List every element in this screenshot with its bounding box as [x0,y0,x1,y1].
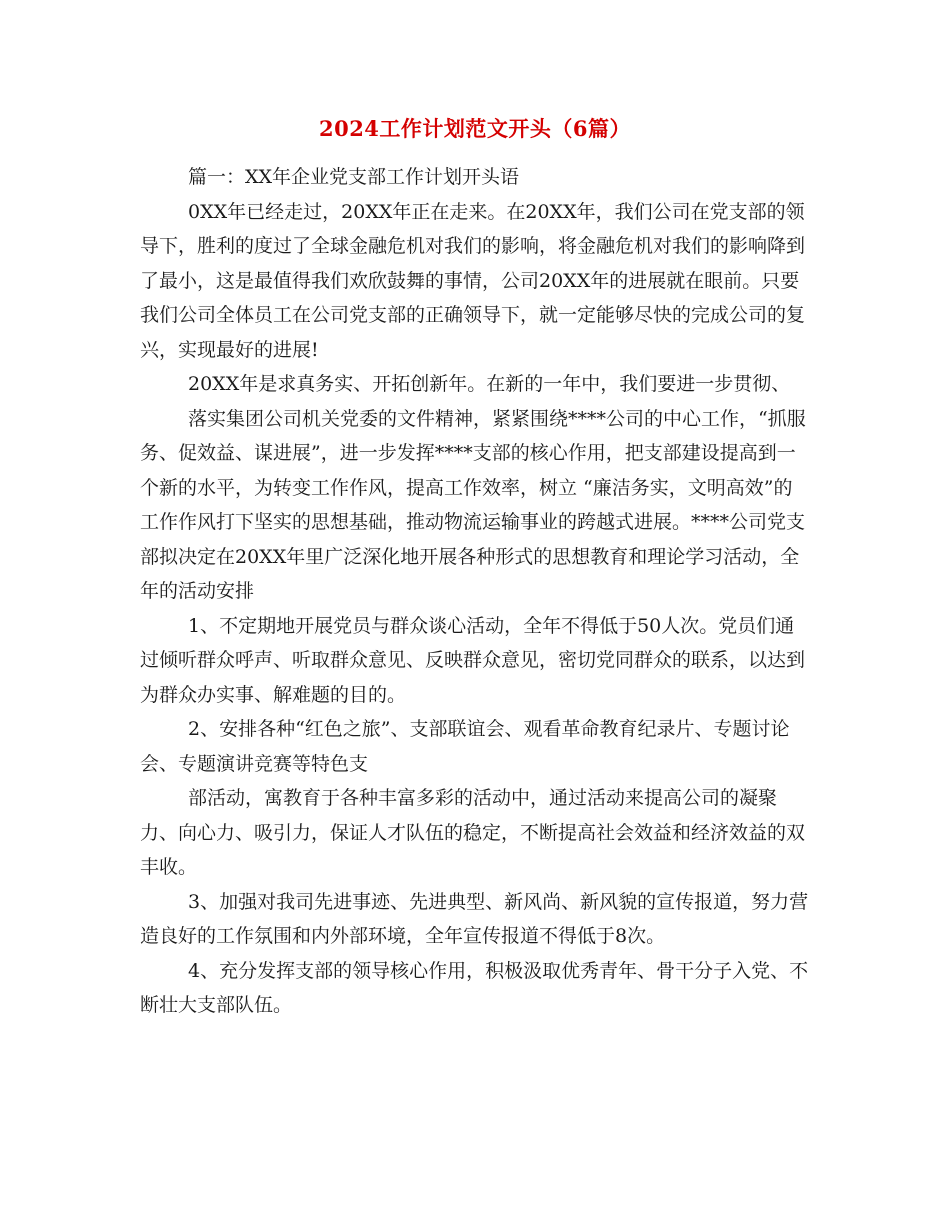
paragraph: 20XX年是求真务实、开拓创新年。在新的一年中，我们要进一步贯彻、 [188,373,791,395]
list-item-2: 2、安排各种“红色之旅”、支部联谊会、观看革命教育纪录片、专题讨论会、专题演讲竞赛等特色支 [140,718,790,775]
paragraph: 部活动，寓教育于各种丰富多彩的活动中，通过活动来提高公司的凝聚力、向心力、吸引力，保证人才队伍的稳定，不断提高社会效益和经济效益的双丰收。 [140,787,806,878]
document-body [140,160,810,1023]
section-heading: 篇一：XX年企业党支部工作计划开头语 [188,166,520,188]
list-item-3: 3、加强对我司先进事迹、先进典型、新风尚、新风貌的宣传报道，努力营造良好的工作氛围和内外部环境，全年宣传报道不得低于8次。 [140,890,809,947]
list-item-4: 4、充分发挥支部的领导核心作用，积极汲取优秀青年、骨干分子入党、不断壮大支部队伍。 [140,959,809,1016]
paragraph: 0XX年已经走过，20XX年正在走来。在20XX年，我们公司在党支部的领导下，胜利的度过了全球金融危机对我们的影响，将金融危机对我们的影响降到了最小，这是最值得我们欢欣鼓舞的事情，公司20XX年的进展就在眼前。只要我们公司全体员工在公司党支部的正确领导下，就一定能够尽快的完成公司的复兴，实现最好的进展! [140,200,806,361]
document-title: 2024工作计划范文开头（6篇） [318,116,632,141]
paragraph: 落实集团公司机关党委的文件精神，紧紧围绕****公司的中心工作，“抓服务、促效益、谋进展”，进一步发挥****支部的核心作用，把支部建设提高到一个新的水平，为转变工作作风，提高工作效率，树立 “廉洁务实，文明高效”的工作作风打下坚实的思想基础，推动物流运输事业的跨越式进展。****公司党支部拟决定在20XX年里广泛深化地开展各种形式的思想教育和理论学习活动，全年的活动安排 [140,407,806,602]
list-item-1: 1、不定期地开展党员与群众谈心活动，全年不得低于50人次。党员们通过倾听群众呼声、听取群众意见、反映群众意见，密切党同群众的联系，以达到为群众办实事、解难题的目的。 [140,614,806,706]
